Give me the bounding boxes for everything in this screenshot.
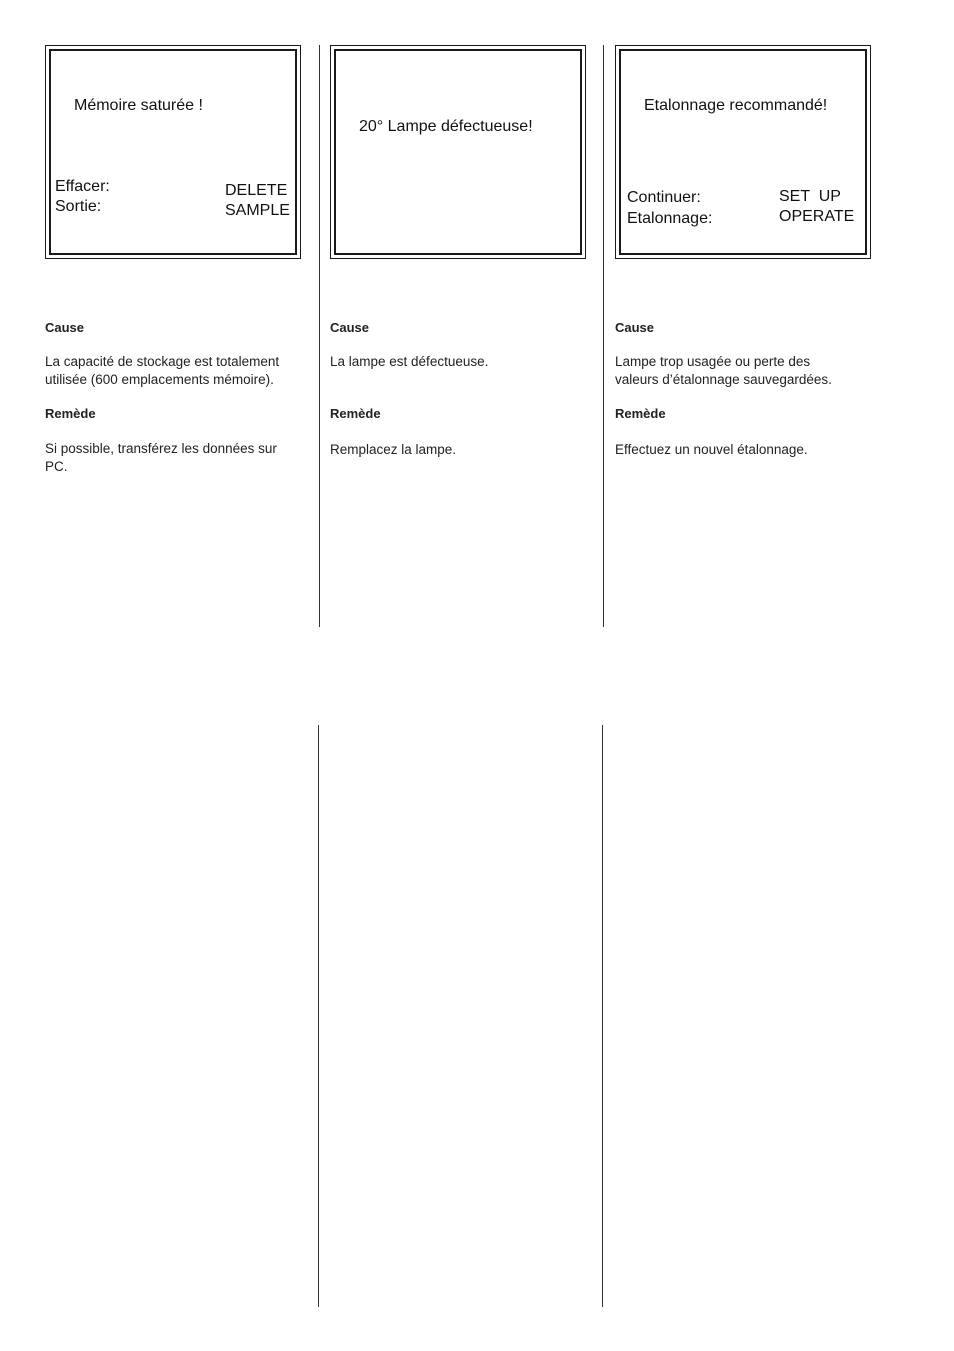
remedy-text: Effectuez un nouvel étalonnage. [615, 442, 808, 457]
screen-key-sample: SAMPLE [225, 202, 290, 219]
cause-heading: Cause [330, 320, 370, 335]
screen-message: 20° Lampe défectueuse! [359, 118, 533, 135]
screen-key-delete: DELETE [225, 182, 288, 199]
cause-text: La lampe est défectueuse. [330, 354, 489, 369]
cause-heading: Cause [45, 320, 85, 335]
screen-label-continuer: Continuer: [627, 189, 701, 206]
column-divider-1-top [319, 45, 320, 627]
display-screen-frame [49, 49, 297, 255]
display-screen-calibration [615, 45, 871, 259]
cause-text: Lampe trop usagée ou perte des valeurs d’étalonnage sauvegardées. [615, 354, 832, 387]
screen-label-etalonnage: Etalonnage: [627, 210, 713, 227]
screen-key-operate: OPERATE [779, 208, 855, 225]
column-divider-2-top [603, 45, 604, 627]
remedy-heading: Remède [330, 406, 381, 421]
remedy-text: Si possible, transférez les données sur PC. [45, 441, 277, 474]
cause-heading: Cause [615, 320, 655, 335]
column-divider-2-bottom [602, 725, 603, 1307]
cause-text: La capacité de stockage est totalement utilisée (600 emplacements mémoire). [45, 354, 280, 387]
column-divider-1-bottom [318, 725, 319, 1307]
screen-label-sortie: Sortie: [55, 198, 102, 215]
remedy-heading: Remède [45, 406, 96, 421]
remedy-heading: Remède [615, 406, 666, 421]
remedy-text: Remplacez la lampe. [330, 442, 457, 457]
display-screen-memory-full [45, 45, 301, 259]
screen-label-effacer: Effacer: [55, 178, 110, 195]
screen-key-setup: SET UP [779, 188, 841, 205]
display-screen-frame [334, 49, 582, 255]
screen-message: Etalonnage recommandé! [644, 97, 828, 114]
display-screen-lamp-defective [330, 45, 586, 259]
display-screen-frame [619, 49, 867, 255]
screen-message: Mémoire saturée ! [74, 97, 203, 114]
